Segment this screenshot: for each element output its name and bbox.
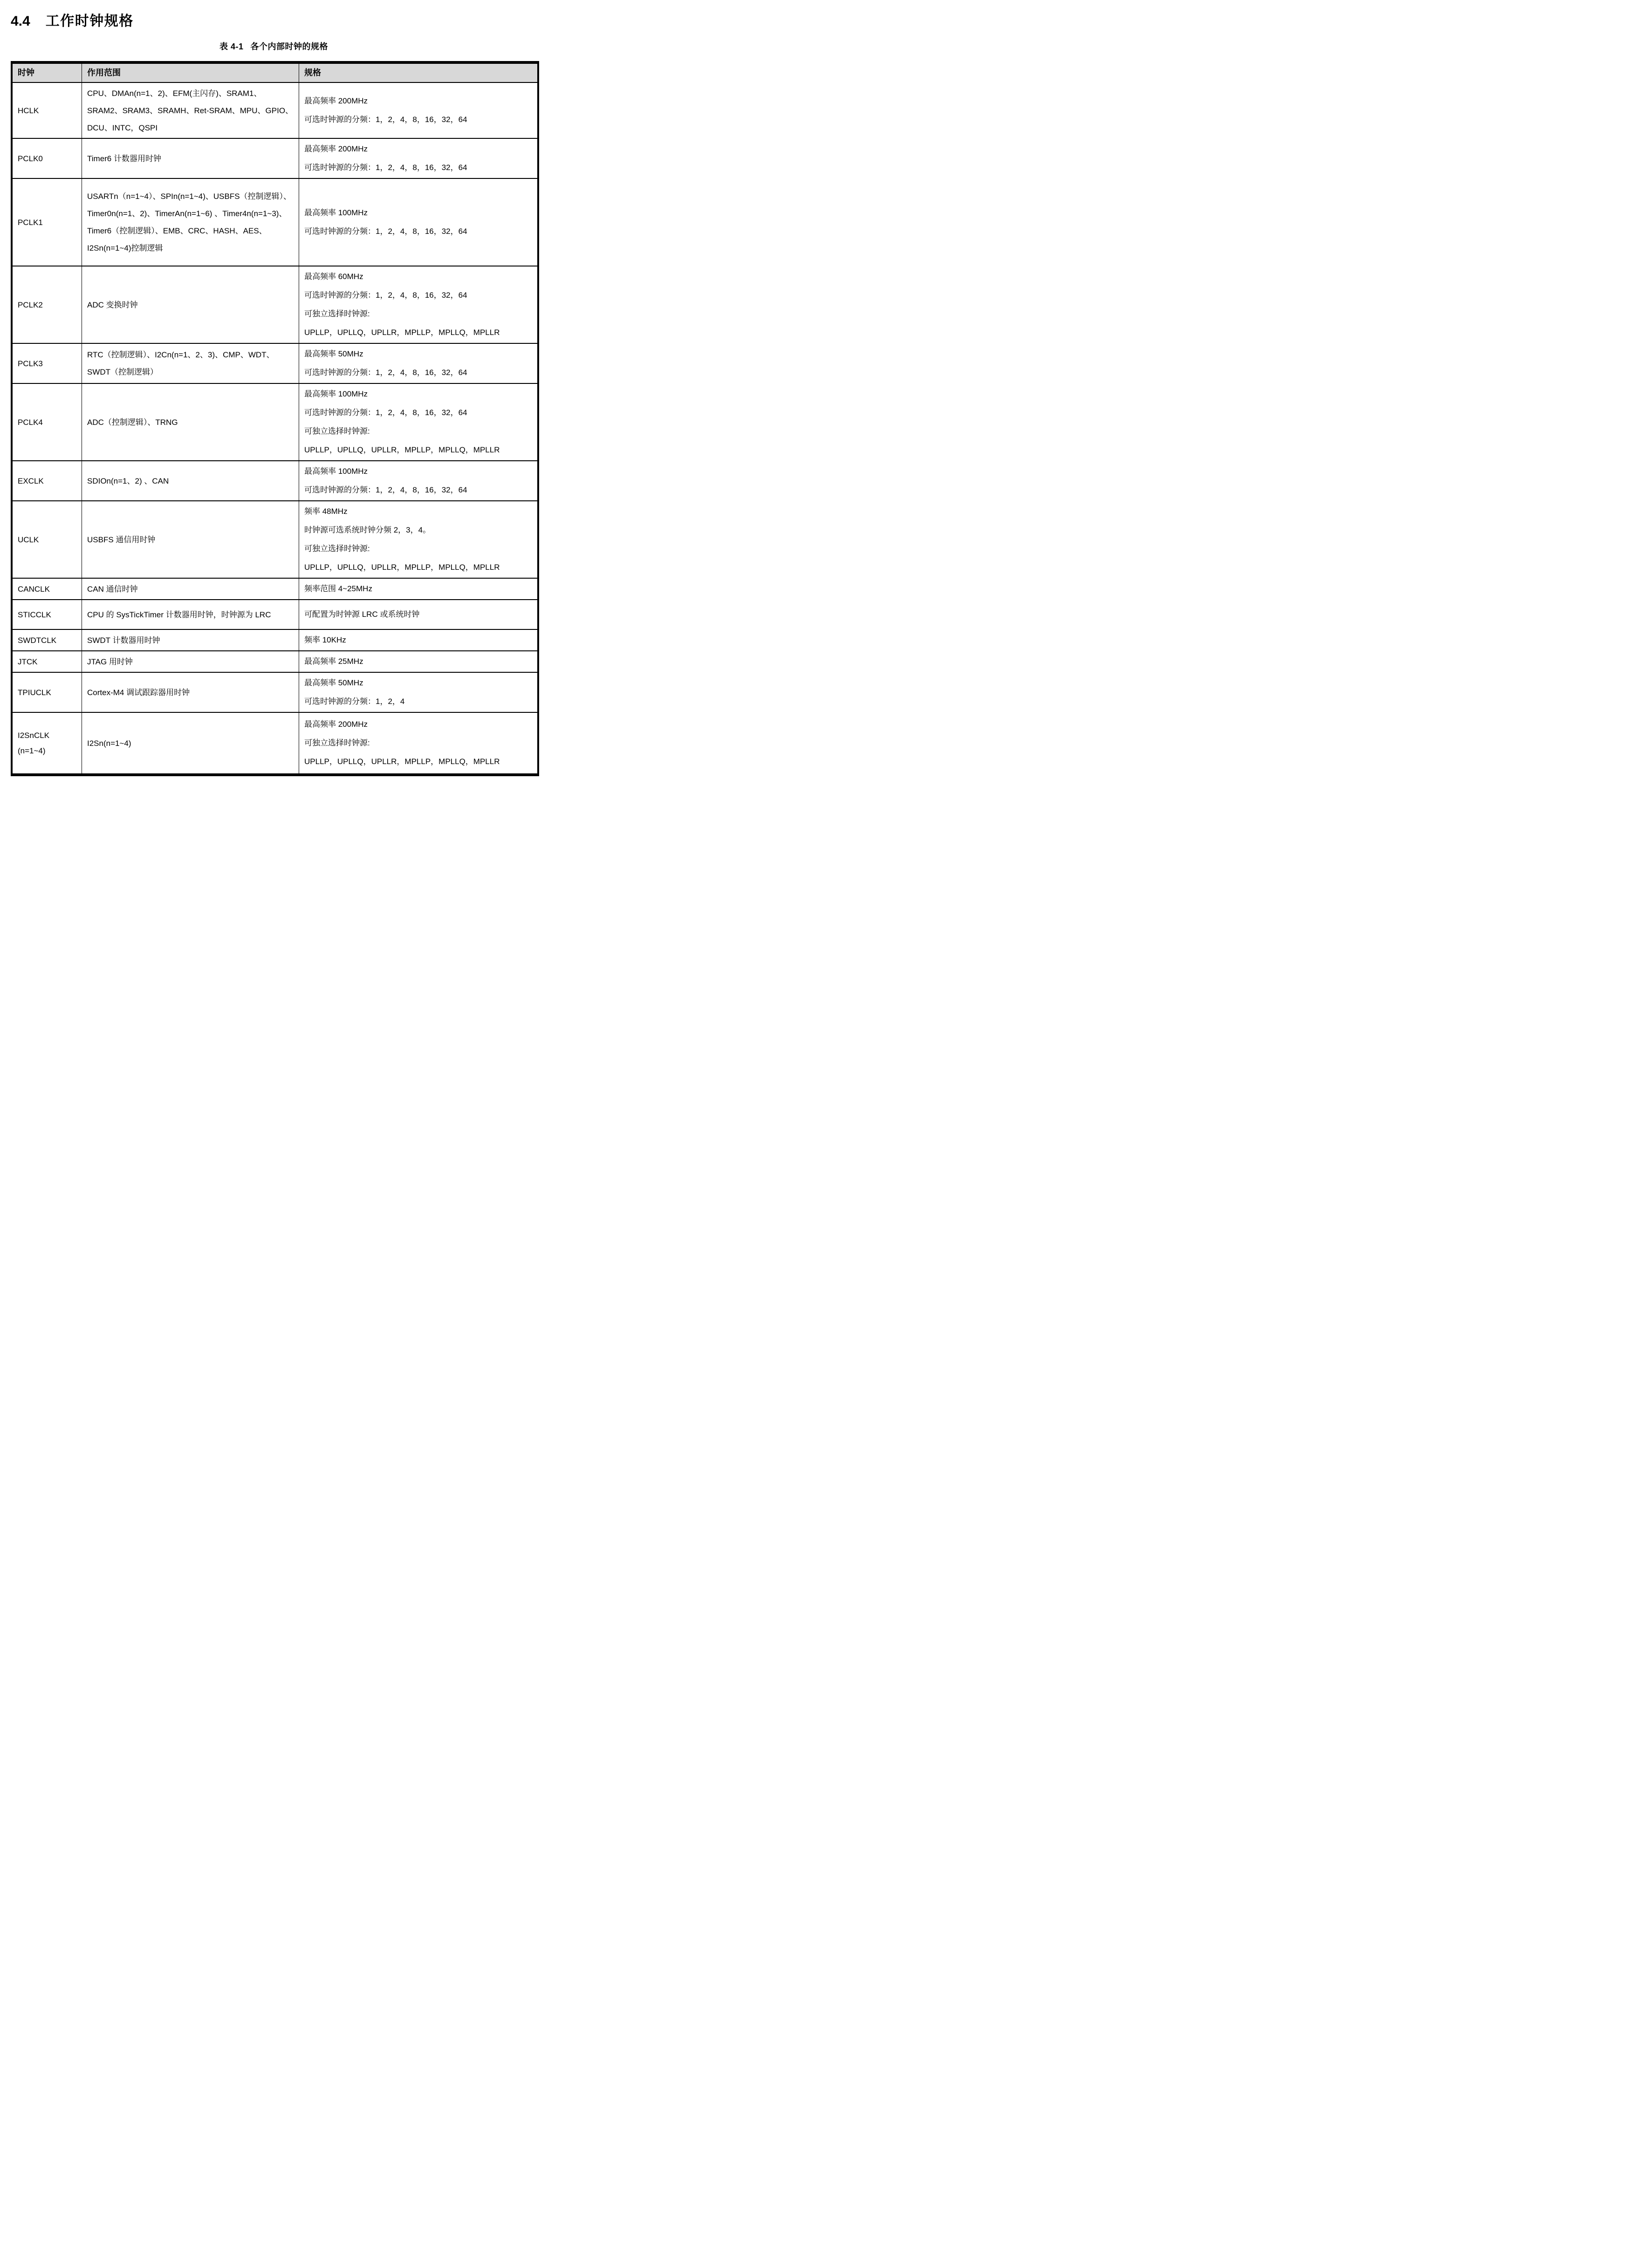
clock-name: JTCK — [18, 657, 38, 666]
clock-name: EXCLK — [18, 476, 44, 485]
clock-name: STICCLK — [18, 610, 51, 619]
clock-scope-cell: ADC（控制逻辑）、TRNG — [82, 384, 299, 460]
table-caption-title: 各个内部时钟的规格 — [250, 42, 329, 51]
clock-name: PCLK2 — [18, 300, 43, 309]
clock-spec-cell — [299, 266, 537, 343]
clock-spec-cell — [299, 600, 537, 629]
table-row — [13, 650, 537, 672]
spec-line: 可选时钟源的分频：1，2，4 — [304, 697, 405, 706]
clock-scope-cell: USARTn（n=1~4）、SPIn(n=1~4)、USBFS（控制逻辑）、Timer0n(n=1、2)、TimerAn(n=1~6) 、Timer4n(n=1~3)、Timer6（控制逻辑）、EMB、CRC、HASH、AES、I2Sn(n=1~4)控制逻辑 — [82, 179, 299, 266]
spec-line: 可选时钟源的分频：1，2，4，8，16，32，64 — [304, 485, 467, 494]
clock-spec-cell — [299, 179, 537, 266]
clock-name-cell — [13, 179, 82, 266]
clock-spec-cell — [299, 344, 537, 383]
spec-line: 可选时钟源的分频：1，2，4，8，16，32，64 — [304, 115, 467, 124]
spec-line: 频率 48MHz — [304, 507, 348, 516]
header-cell-clock: 时钟 — [13, 64, 82, 82]
clock-name: CANCLK — [18, 584, 50, 594]
clock-scope-cell: USBFS 通信用时钟 — [82, 501, 299, 578]
clock-name: PCLK1 — [18, 218, 43, 227]
clock-spec-cell — [299, 630, 537, 650]
clock-name-cell — [13, 384, 82, 460]
clock-spec-cell — [299, 673, 537, 712]
clock-spec-cell — [299, 713, 537, 773]
spec-line: 可独立选择时钟源: — [304, 427, 370, 436]
table-row — [13, 266, 537, 343]
clock-name-cell — [13, 713, 82, 773]
clock-name-cell — [13, 579, 82, 599]
section-number: 4.4 — [11, 14, 30, 29]
table-row — [13, 82, 537, 138]
spec-line: UPLLP，UPLLQ，UPLLR，MPLLP，MPLLQ，MPLLR — [304, 328, 500, 337]
table-body — [13, 82, 537, 773]
spec-line: 可选时钟源的分频：1，2，4，8，16，32，64 — [304, 368, 467, 377]
spec-line: 可配置为时钟源 LRC 或系统时钟 — [304, 610, 420, 619]
table-row — [13, 578, 537, 599]
clock-spec-cell — [299, 501, 537, 578]
table-row — [13, 178, 537, 266]
clock-name: HCLK — [18, 106, 39, 115]
clock-name: PCLK4 — [18, 417, 43, 427]
table-row — [13, 672, 537, 712]
header-cell-spec: 规格 — [304, 68, 321, 77]
table-row — [13, 138, 537, 178]
clock-name-cell — [13, 600, 82, 629]
table-row — [13, 629, 537, 650]
clock-name-cell — [13, 266, 82, 343]
clock-name: I2SnCLK — [18, 731, 50, 740]
table-caption-label: 表 4-1 — [219, 42, 244, 51]
clock-spec-table — [11, 61, 539, 776]
spec-line: UPLLP，UPLLQ，UPLLR，MPLLP，MPLLQ，MPLLR — [304, 445, 500, 454]
spec-line: 频率范围 4~25MHz — [304, 584, 372, 593]
spec-line: 最高频率 50MHz — [304, 349, 363, 358]
clock-scope-cell: ADC 变换时钟 — [82, 266, 299, 343]
table-header-row — [13, 64, 537, 82]
spec-line: 可选时钟源的分频：1，2，4，8，16，32，64 — [304, 163, 467, 172]
clock-spec-cell — [299, 384, 537, 460]
clock-scope-cell: CPU 的 SysTickTimer 计数器用时钟，时钟源为 LRC — [82, 600, 299, 629]
clock-name-cell — [13, 630, 82, 650]
table-row — [13, 343, 537, 383]
spec-line: 最高频率 200MHz — [304, 96, 368, 105]
clock-name-cell — [13, 651, 82, 672]
spec-line: 可选时钟源的分频：1，2，4，8，16，32，64 — [304, 227, 467, 236]
spec-line: 最高频率 50MHz — [304, 678, 363, 687]
clock-name: UCLK — [18, 535, 39, 544]
section-heading — [11, 9, 134, 30]
clock-name: PCLK3 — [18, 359, 43, 368]
clock-name-cell — [13, 344, 82, 383]
clock-spec-cell — [299, 461, 537, 500]
spec-line: 可独立选择时钟源: — [304, 309, 370, 318]
table-row — [13, 500, 537, 578]
spec-line: 最高频率 200MHz — [304, 144, 368, 153]
spec-line: 可选时钟源的分频：1，2，4，8，16，32，64 — [304, 408, 467, 417]
clock-name-cell — [13, 461, 82, 500]
spec-line: 时钟源可选系统时钟分频 2，3，4。 — [304, 526, 431, 534]
clock-spec-cell — [299, 651, 537, 672]
clock-name-cell — [13, 139, 82, 178]
table-row — [13, 599, 537, 629]
spec-line: 最高频率 100MHz — [304, 467, 368, 476]
clock-name: TPIUCLK — [18, 688, 51, 697]
clock-name-cell — [13, 83, 82, 138]
section-title: 工作时钟规格 — [45, 14, 134, 29]
clock-scope-cell: SWDT 计数器用时钟 — [82, 630, 299, 650]
header-cell-scope: 作用范围 — [82, 64, 299, 82]
clock-scope-cell: Timer6 计数器用时钟 — [82, 139, 299, 178]
spec-line: 可选时钟源的分频：1，2，4，8，16，32，64 — [304, 291, 467, 300]
clock-name-cell — [13, 673, 82, 712]
clock-scope-cell: Cortex-M4 调试跟踪器用时钟 — [82, 673, 299, 712]
table-row — [13, 712, 537, 773]
spec-line: 最高频率 200MHz — [304, 720, 368, 729]
clock-name-sub: (n=1~4) — [18, 746, 46, 755]
clock-name-cell — [13, 501, 82, 578]
spec-line: 可独立选择时钟源: — [304, 738, 370, 747]
clock-spec-cell — [299, 579, 537, 599]
table-caption — [0, 40, 548, 52]
spec-line: UPLLP，UPLLQ，UPLLR，MPLLP，MPLLQ，MPLLR — [304, 757, 500, 766]
spec-line: 最高频率 100MHz — [304, 208, 368, 217]
spec-line: 频率 10KHz — [304, 635, 346, 644]
spec-line: 可独立选择时钟源: — [304, 544, 370, 553]
spec-line: 最高频率 100MHz — [304, 389, 368, 398]
clock-scope-cell: SDIOn(n=1、2) 、CAN — [82, 461, 299, 500]
table-row — [13, 460, 537, 500]
table-row — [13, 383, 537, 460]
clock-scope-cell: RTC（控制逻辑）、I2Cn(n=1、2、3)、CMP、WDT、SWDT（控制逻辑） — [82, 344, 299, 383]
clock-scope-cell: JTAG 用时钟 — [82, 651, 299, 672]
document-page — [0, 0, 548, 766]
spec-line: UPLLP，UPLLQ，UPLLR，MPLLP，MPLLQ，MPLLR — [304, 563, 500, 572]
clock-scope-cell: CPU、DMAn(n=1、2)、EFM(主闪存)、SRAM1、SRAM2、SRAM3、SRAMH、Ret-SRAM、MPU、GPIO、DCU、INTC，QSPI — [82, 83, 299, 138]
clock-scope-cell: CAN 通信时钟 — [82, 579, 299, 599]
clock-spec-cell — [299, 139, 537, 178]
clock-spec-cell — [299, 83, 537, 138]
spec-line: 最高频率 25MHz — [304, 657, 363, 666]
clock-scope-cell: I2Sn(n=1~4) — [82, 713, 299, 773]
clock-name: SWDTCLK — [18, 635, 57, 645]
spec-line: 最高频率 60MHz — [304, 272, 363, 281]
clock-name: PCLK0 — [18, 154, 43, 163]
